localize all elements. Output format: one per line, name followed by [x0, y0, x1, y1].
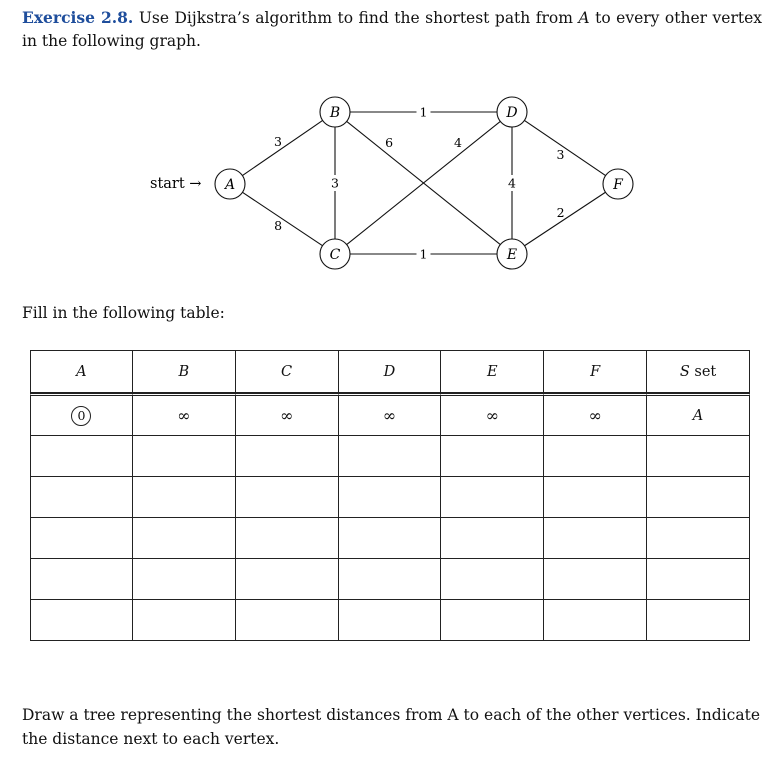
vertex-label-c: C: [329, 247, 341, 263]
cell-e-initial[interactable]: [441, 393, 544, 436]
header-cell-c: C: [236, 350, 339, 393]
cell-b-initial[interactable]: [133, 393, 236, 436]
graph-edges: [242, 112, 605, 254]
table-cell[interactable]: [236, 436, 339, 477]
table-cell[interactable]: [133, 477, 236, 518]
header-cell-b: B: [133, 350, 236, 393]
table-row: [30, 559, 750, 600]
edge-weight-c-e: 1: [419, 246, 428, 262]
table-cell[interactable]: [647, 477, 750, 518]
table-cell[interactable]: [647, 600, 750, 641]
exercise-text-a: Use Dijkstra’s algorithm to find the shortest path from: [138, 9, 579, 27]
edge-e-f: [525, 192, 606, 245]
table-row: [30, 393, 750, 436]
cell-c-initial[interactable]: [236, 393, 339, 436]
table-cell[interactable]: [339, 600, 442, 641]
circled-distance: 0: [71, 406, 91, 426]
header-cell-a: A: [30, 350, 133, 393]
table-cell[interactable]: [236, 477, 339, 518]
infinity-value: ∞: [177, 406, 191, 426]
edge-weight-c-d: 4: [453, 135, 462, 151]
table-cell[interactable]: [339, 477, 442, 518]
edge-weight-a-c: 8: [274, 218, 283, 234]
edge-a-b: [242, 120, 322, 175]
table-cell[interactable]: [30, 518, 133, 559]
table-cell[interactable]: [544, 518, 647, 559]
table-cell[interactable]: [133, 436, 236, 477]
table-row: [30, 600, 750, 641]
table-cell[interactable]: [133, 559, 236, 600]
table-cell[interactable]: [30, 477, 133, 518]
cell-a-initial[interactable]: [30, 393, 133, 436]
infinity-value: ∞: [382, 406, 397, 426]
edge-weight-d-e: 4: [508, 175, 516, 191]
table-cell[interactable]: [236, 559, 339, 600]
table-cell[interactable]: [236, 518, 339, 559]
edge-a-c: [242, 192, 322, 245]
table-cell[interactable]: [236, 600, 339, 641]
s-set-var: S: [679, 363, 690, 380]
table-cell[interactable]: [647, 436, 750, 477]
table-cell[interactable]: [441, 559, 544, 600]
edge-weight-b-e: 6: [385, 135, 394, 151]
table-cell[interactable]: [133, 518, 236, 559]
infinity-value: ∞: [485, 406, 499, 426]
edge-d-f: [524, 120, 605, 175]
table-cell[interactable]: [544, 436, 647, 477]
dijkstra-table-grid: [30, 350, 750, 641]
table-cell[interactable]: [441, 477, 544, 518]
header-cell-e: E: [441, 350, 544, 393]
start-label: start →: [150, 176, 202, 192]
cell-f-initial[interactable]: [544, 393, 647, 436]
table-cell[interactable]: [133, 600, 236, 641]
s-set-word: set: [689, 363, 717, 380]
cell-d-initial[interactable]: [339, 393, 442, 436]
table-row: [30, 477, 750, 518]
table-cell[interactable]: [544, 477, 647, 518]
table-cell[interactable]: [544, 600, 647, 641]
edge-weight-d-f: 3: [556, 147, 565, 163]
edge-weight-b-c: 3: [331, 175, 339, 191]
table-cell[interactable]: [339, 559, 442, 600]
exercise-label: Exercise 2.8.: [22, 8, 134, 27]
s-set-value: A: [692, 407, 704, 424]
table-cell[interactable]: [647, 559, 750, 600]
table-cell[interactable]: [339, 436, 442, 477]
table-cell[interactable]: [441, 518, 544, 559]
fill-prompt: Fill in the following table:: [22, 304, 225, 322]
infinity-value: ∞: [279, 406, 294, 426]
edge-weight-a-b: 3: [273, 133, 282, 149]
exercise-source-vertex: A: [578, 9, 590, 27]
vertex-label-d: D: [506, 105, 518, 121]
table-row: [30, 518, 750, 559]
graph-edge-weights: [274, 104, 565, 262]
vertex-label-a: A: [224, 177, 236, 193]
vertex-label-f: F: [613, 177, 623, 193]
infinity-value: ∞: [588, 406, 602, 426]
table-cell[interactable]: [647, 518, 750, 559]
header-cell-d: D: [339, 350, 442, 393]
table-cell[interactable]: [441, 600, 544, 641]
edge-weight-e-f: 2: [556, 204, 565, 220]
table-cell[interactable]: [339, 518, 442, 559]
table-cell[interactable]: [30, 559, 133, 600]
exercise-text-b: to every other vertex in the following graph.: [22, 9, 763, 50]
table-row: [30, 436, 750, 477]
dijkstra-table: [30, 350, 750, 641]
edge-weight-b-d: 1: [419, 104, 428, 120]
table-cell[interactable]: [30, 600, 133, 641]
table-cell[interactable]: [30, 436, 133, 477]
tree-instruction: Draw a tree representing the shortest distances from A to each of the other vertices. Indicate the distance next to each vertex.: [22, 706, 760, 748]
table-header-row: [30, 350, 750, 393]
header-cell-f: F: [544, 350, 647, 393]
table-cell[interactable]: [441, 436, 544, 477]
vertex-label-e: E: [506, 247, 518, 263]
cell-s-initial[interactable]: [647, 393, 750, 436]
vertex-label-b: B: [329, 105, 341, 121]
table-cell[interactable]: [544, 559, 647, 600]
graph-figure: [0, 0, 771, 300]
header-cell-s-set: [647, 350, 750, 393]
